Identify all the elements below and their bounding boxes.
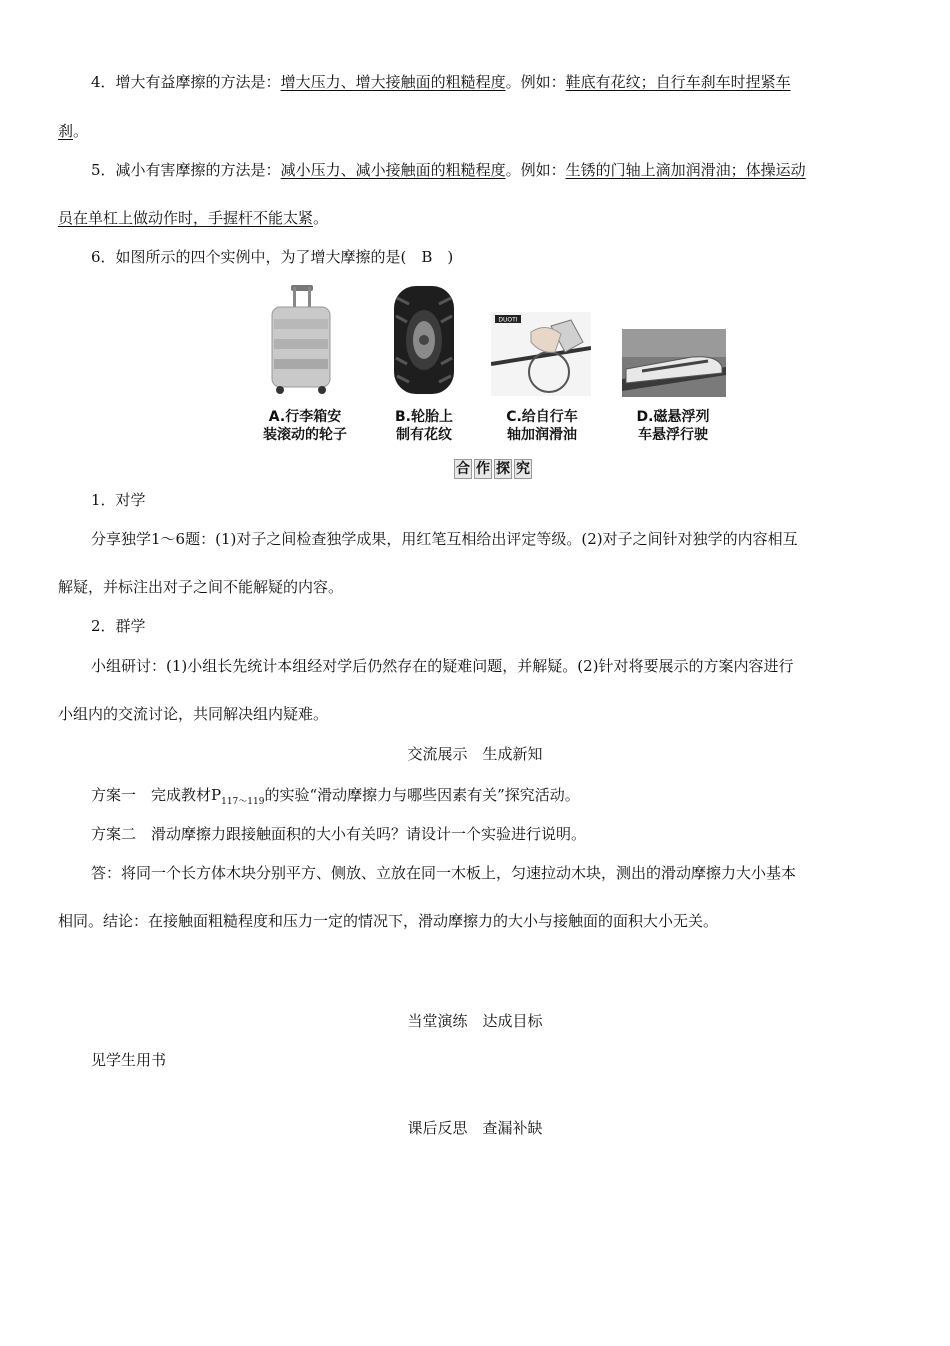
- q5-answer-example-cont: 员在单杠上做动作时，手握杆不能太紧: [58, 209, 314, 227]
- option-d-caption: [613, 408, 733, 444]
- q4-answer-example: 鞋底有花纹；自行车刹车时捏紧车: [565, 73, 791, 91]
- plan2: 方案二 滑动摩擦力跟接触面积的大小有关吗？请设计一个实验进行说明。: [91, 825, 587, 843]
- option-a-caption: [245, 408, 365, 444]
- q5-line1: [91, 160, 806, 180]
- q5-number: 5．: [91, 161, 116, 179]
- option-b-line1: B.轮胎上: [395, 409, 453, 425]
- q4-line2: [58, 121, 88, 141]
- option-d-line2: 车悬浮行驶: [638, 427, 708, 443]
- option-b-line2: 制有花纹: [396, 427, 452, 443]
- q6-question: 6．如图所示的四个实例中，为了增大摩擦的是( B ): [91, 248, 454, 266]
- heading-reflection: 课后反思 查漏补缺: [407, 1119, 543, 1137]
- bike-oil-image: [491, 312, 591, 396]
- answer-line2: 相同。结论：在接触面粗糙程度和压力一定的情况下，滑动摩擦力的大小与接触面的面积大小无关。: [58, 912, 719, 930]
- q4-example-label: 。例如：: [505, 73, 566, 91]
- tire-image: [391, 284, 457, 396]
- option-a-line1: A.行李箱安: [268, 409, 342, 425]
- badge-char: 探: [496, 461, 510, 477]
- cooperative-inquiry-badge: [453, 459, 533, 479]
- q4-prompt: 增大有益摩擦的方法是：: [115, 73, 281, 91]
- q5-answer-method: 减小压力、减小接触面的粗糙程度: [280, 161, 506, 179]
- q4-answer-method: 增大压力、增大接触面的粗糙程度: [280, 73, 506, 91]
- section1-line1: 分享独学1～6题：(1)对子之间检查独学成果，用红笔互相给出评定等级。(2)对子之间针对独学的内容相互: [91, 530, 798, 548]
- q4-number: 4．: [91, 73, 116, 91]
- badge-char: 合: [456, 461, 470, 477]
- q4-end: 。: [73, 122, 89, 140]
- bottle-brand-label: DUOTI: [498, 316, 518, 324]
- q4-answer-example-cont: 刹: [58, 122, 74, 140]
- plan1-pre: 方案一 完成教材P: [91, 786, 222, 804]
- q4-line1: [91, 72, 791, 92]
- option-c-caption: [482, 408, 602, 444]
- q5-example-label: 。例如：: [505, 161, 566, 179]
- q5-prompt: 减小有害摩擦的方法是：: [115, 161, 281, 179]
- plan1-page-range: 117～119: [221, 797, 265, 807]
- heading-class-practice: 当堂演练 达成目标: [407, 1012, 543, 1030]
- section1-line2: 解疑，并标注出对子之间不能解疑的内容。: [58, 578, 344, 596]
- option-c-line2: 轴加润滑油: [507, 427, 577, 443]
- section2-line2: 小组内的交流讨论，共同解决组内疑难。: [58, 705, 329, 723]
- plan1-post: 的实验“滑动摩擦力与哪些因素有关”探究活动。: [264, 786, 580, 804]
- badge-char: 究: [516, 461, 530, 477]
- suitcase-image: [266, 283, 336, 395]
- see-student-book: 见学生用书: [91, 1051, 167, 1069]
- plan1: [91, 785, 580, 812]
- q5-line2: [58, 208, 328, 228]
- option-c-line1: C.给自行车: [506, 409, 578, 425]
- option-d-line1: D.磁悬浮列: [636, 409, 710, 425]
- badge-char: 作: [476, 461, 490, 477]
- section1-title: 1．对学: [91, 491, 146, 509]
- option-a-line2: 装滚动的轮子: [263, 427, 347, 443]
- heading-exchange-display: 交流展示 生成新知: [407, 745, 543, 763]
- maglev-train-image: [622, 329, 726, 397]
- option-b-caption: [364, 408, 484, 444]
- q5-answer-example: 生锈的门轴上滴加润滑油；体操运动: [565, 161, 806, 179]
- q5-end: 。: [313, 209, 329, 227]
- answer-line1: 答：将同一个长方体木块分别平方、侧放、立放在同一木板上，匀速拉动木块，测出的滑动摩擦力大小基本: [91, 864, 797, 882]
- section2-line1: 小组研讨：(1)小组长先统计本组经对学后仍然存在的疑难问题，并解疑。(2)针对将要展示的方案内容进行: [91, 657, 794, 675]
- section2-title: 2．群学: [91, 617, 146, 635]
